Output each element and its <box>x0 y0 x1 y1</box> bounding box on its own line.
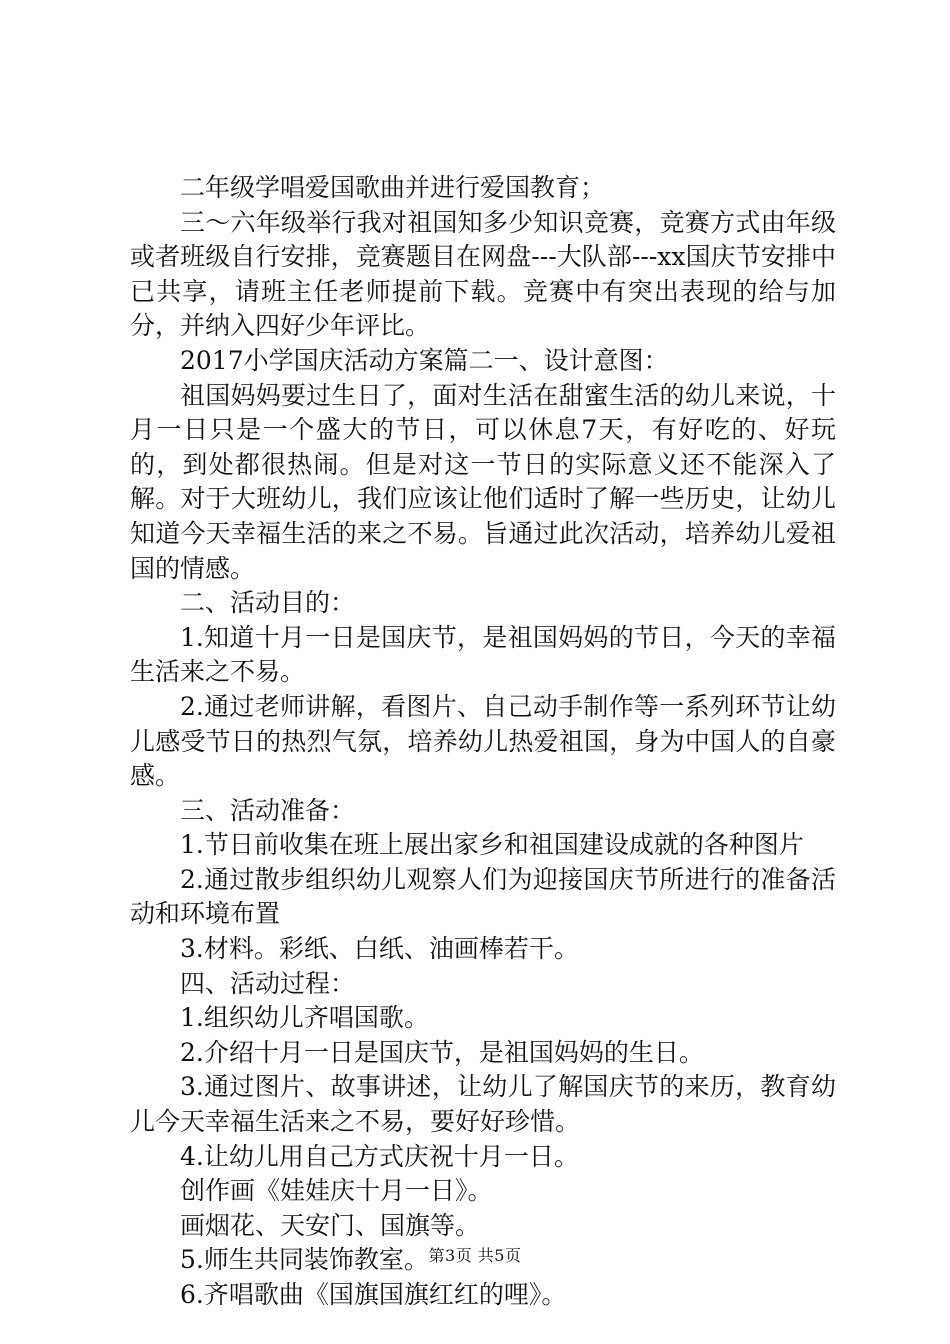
section-heading: 三、活动准备： <box>180 795 356 825</box>
paragraph: 二年级学唱爱国歌曲并进行爱国教育； <box>180 173 606 202</box>
section-heading: 二、活动目的： <box>180 588 356 618</box>
paragraph: 祖国妈妈要过生日了，面对生活在甜蜜生活的幼儿来说，十月一日只是一个盛大的节日，可以休息7天，有好吃的、好玩的，到处都很热闹。但是对这一节日的实际意义还不能深入了解。对于大班幼儿，我们应该让他们适时了解一些历史，让幼儿知道今天幸福生活的来之不易。旨通过此次活动，培养幼儿爱祖国的情感。 <box>130 380 836 583</box>
paragraph: 6.齐唱歌曲《国旗国旗红红的哩》。 <box>180 1280 567 1309</box>
paragraph: 2.介绍十月一日是国庆节，是祖国妈妈的生日。 <box>180 1037 704 1067</box>
section-heading: 四、活动过程： <box>180 968 356 998</box>
paragraph: 4.让幼儿用自己方式庆祝十月一日。 <box>180 1141 579 1171</box>
paragraph: 1.节日前收集在班上展出家乡和祖国建设成就的各种图片 <box>180 830 804 860</box>
paragraph: 3.通过图片、故事讲述，让幼儿了解国庆节的来历，教育幼儿今天幸福生活来之不易，要好好珍惜。 <box>130 1072 836 1137</box>
document-body <box>130 171 836 1313</box>
paragraph: 2017小学国庆活动方案篇二一、设计意图： <box>180 345 669 375</box>
paragraph: 1.知道十月一日是国庆节，是祖国妈妈的节日，今天的幸福生活来之不易。 <box>130 622 836 687</box>
paragraph: 创作画《娃娃庆十月一日》。 <box>180 1176 493 1206</box>
page-number-label: 第3页 共5页 <box>428 1246 522 1265</box>
paragraph: 2.通过老师讲解，看图片、自己动手制作等一系列环节让幼儿感受节日的热烈气氛，培养幼儿热爱祖国，身为中国人的自豪感。 <box>130 691 836 791</box>
paragraph: 2.通过散步组织幼儿观察人们为迎接国庆节所进行的准备活动和环境布置 <box>130 864 836 929</box>
paragraph: 画烟花、天安门、国旗等。 <box>180 1210 481 1240</box>
paragraph: 1.组织幼儿齐唱国歌。 <box>180 1003 429 1033</box>
paragraph: 5.师生共同装饰教室。 <box>180 1245 429 1275</box>
page-footer <box>0 1243 950 1266</box>
paragraph: 3.材料。彩纸、白纸、油画棒若干。 <box>180 934 579 964</box>
paragraph: 三～六年级举行我对祖国知多少知识竞赛，竞赛方式由年级或者班级自行安排，竞赛题目在网盘---大队部---xx国庆节安排中已共享，请班主任老师提前下载。竞赛中有突出表现的给与加分，并纳入四好少年评比。 <box>130 207 836 341</box>
